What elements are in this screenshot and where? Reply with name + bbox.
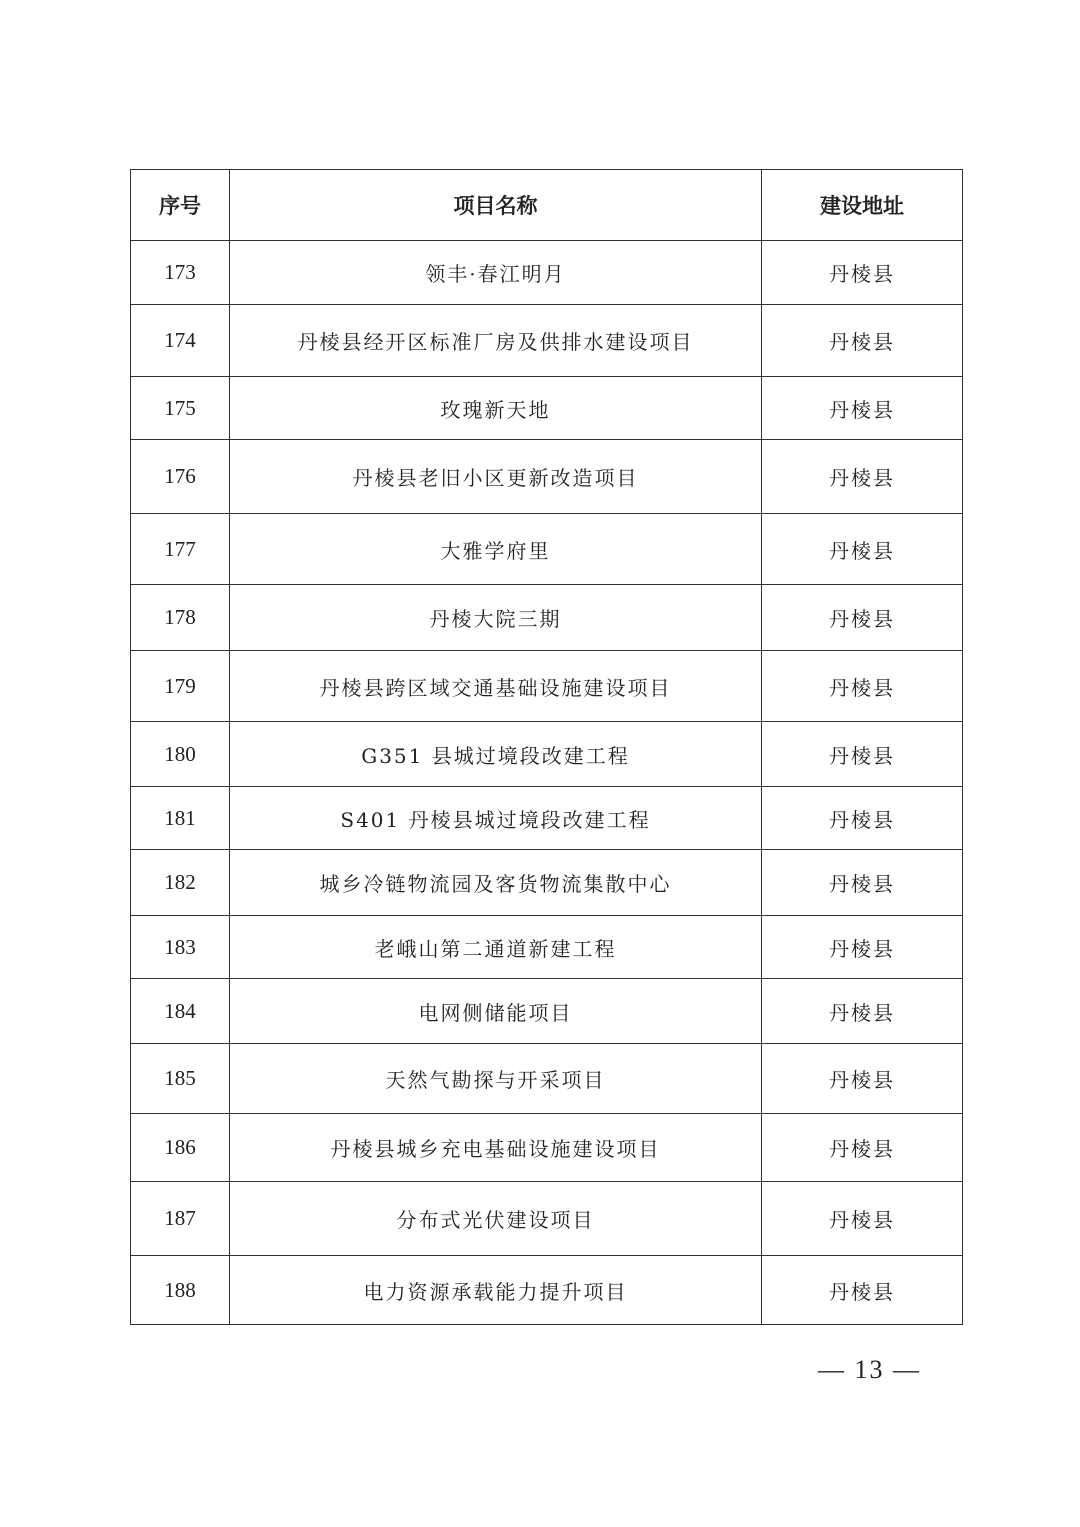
cell-location: 丹棱县 — [762, 916, 963, 979]
cell-serial-number: 179 — [131, 651, 230, 722]
cell-serial-number: 175 — [131, 377, 230, 440]
cell-location: 丹棱县 — [762, 1114, 963, 1182]
cell-location: 丹棱县 — [762, 651, 963, 722]
cell-serial-number: 186 — [131, 1114, 230, 1182]
cell-location: 丹棱县 — [762, 850, 963, 916]
cell-project-name: 电网侧储能项目 — [230, 979, 762, 1044]
cell-location: 丹棱县 — [762, 585, 963, 651]
cell-serial-number: 176 — [131, 440, 230, 514]
cell-location: 丹棱县 — [762, 979, 963, 1044]
cell-location: 丹棱县 — [762, 514, 963, 585]
cell-location: 丹棱县 — [762, 377, 963, 440]
cell-project-name: S401 丹棱县城过境段改建工程 — [230, 787, 762, 850]
cell-serial-number: 185 — [131, 1044, 230, 1114]
cell-project-name: 电力资源承载能力提升项目 — [230, 1256, 762, 1325]
table-row — [131, 722, 963, 787]
cell-location: 丹棱县 — [762, 722, 963, 787]
cell-project-name: 丹棱县跨区域交通基础设施建设项目 — [230, 651, 762, 722]
table-row — [131, 850, 963, 916]
cell-location: 丹棱县 — [762, 1182, 963, 1256]
cell-project-name: 领丰·春江明月 — [230, 241, 762, 305]
cell-serial-number: 188 — [131, 1256, 230, 1325]
cell-serial-number: 181 — [131, 787, 230, 850]
header-location: 建设地址 — [762, 170, 963, 241]
table-row — [131, 916, 963, 979]
table-row — [131, 1044, 963, 1114]
table-header-row — [131, 170, 963, 241]
page-number: — 13 — — [818, 1355, 921, 1384]
cell-project-name: 丹棱县城乡充电基础设施建设项目 — [230, 1114, 762, 1182]
cell-project-name: 老峨山第二通道新建工程 — [230, 916, 762, 979]
table-row — [131, 514, 963, 585]
cell-project-name: 大雅学府里 — [230, 514, 762, 585]
cell-project-name: 丹棱县老旧小区更新改造项目 — [230, 440, 762, 514]
cell-location: 丹棱县 — [762, 1256, 963, 1325]
table-row — [131, 1182, 963, 1256]
cell-serial-number: 177 — [131, 514, 230, 585]
table-row — [131, 305, 963, 377]
table-row — [131, 787, 963, 850]
cell-project-name: G351 县城过境段改建工程 — [230, 722, 762, 787]
cell-project-name: 城乡冷链物流园及客货物流集散中心 — [230, 850, 762, 916]
table-row — [131, 241, 963, 305]
cell-serial-number: 184 — [131, 979, 230, 1044]
table-row — [131, 979, 963, 1044]
cell-location: 丹棱县 — [762, 440, 963, 514]
cell-location: 丹棱县 — [762, 305, 963, 377]
cell-location: 丹棱县 — [762, 1044, 963, 1114]
cell-project-name: 丹棱县经开区标准厂房及供排水建设项目 — [230, 305, 762, 377]
header-serial-number: 序号 — [131, 170, 230, 241]
cell-project-name: 分布式光伏建设项目 — [230, 1182, 762, 1256]
table-row — [131, 377, 963, 440]
header-project-name: 项目名称 — [230, 170, 762, 241]
cell-serial-number: 178 — [131, 585, 230, 651]
cell-serial-number: 180 — [131, 722, 230, 787]
cell-project-name: 丹棱大院三期 — [230, 585, 762, 651]
cell-serial-number: 183 — [131, 916, 230, 979]
project-table — [130, 169, 963, 1325]
table-row — [131, 1114, 963, 1182]
cell-serial-number: 182 — [131, 850, 230, 916]
table-body — [131, 241, 963, 1325]
cell-serial-number: 187 — [131, 1182, 230, 1256]
table-row — [131, 651, 963, 722]
table-row — [131, 440, 963, 514]
cell-location: 丹棱县 — [762, 241, 963, 305]
cell-location: 丹棱县 — [762, 787, 963, 850]
table-row — [131, 1256, 963, 1325]
cell-project-name: 玫瑰新天地 — [230, 377, 762, 440]
cell-serial-number: 173 — [131, 241, 230, 305]
cell-project-name: 天然气勘探与开采项目 — [230, 1044, 762, 1114]
cell-serial-number: 174 — [131, 305, 230, 377]
table-row — [131, 585, 963, 651]
